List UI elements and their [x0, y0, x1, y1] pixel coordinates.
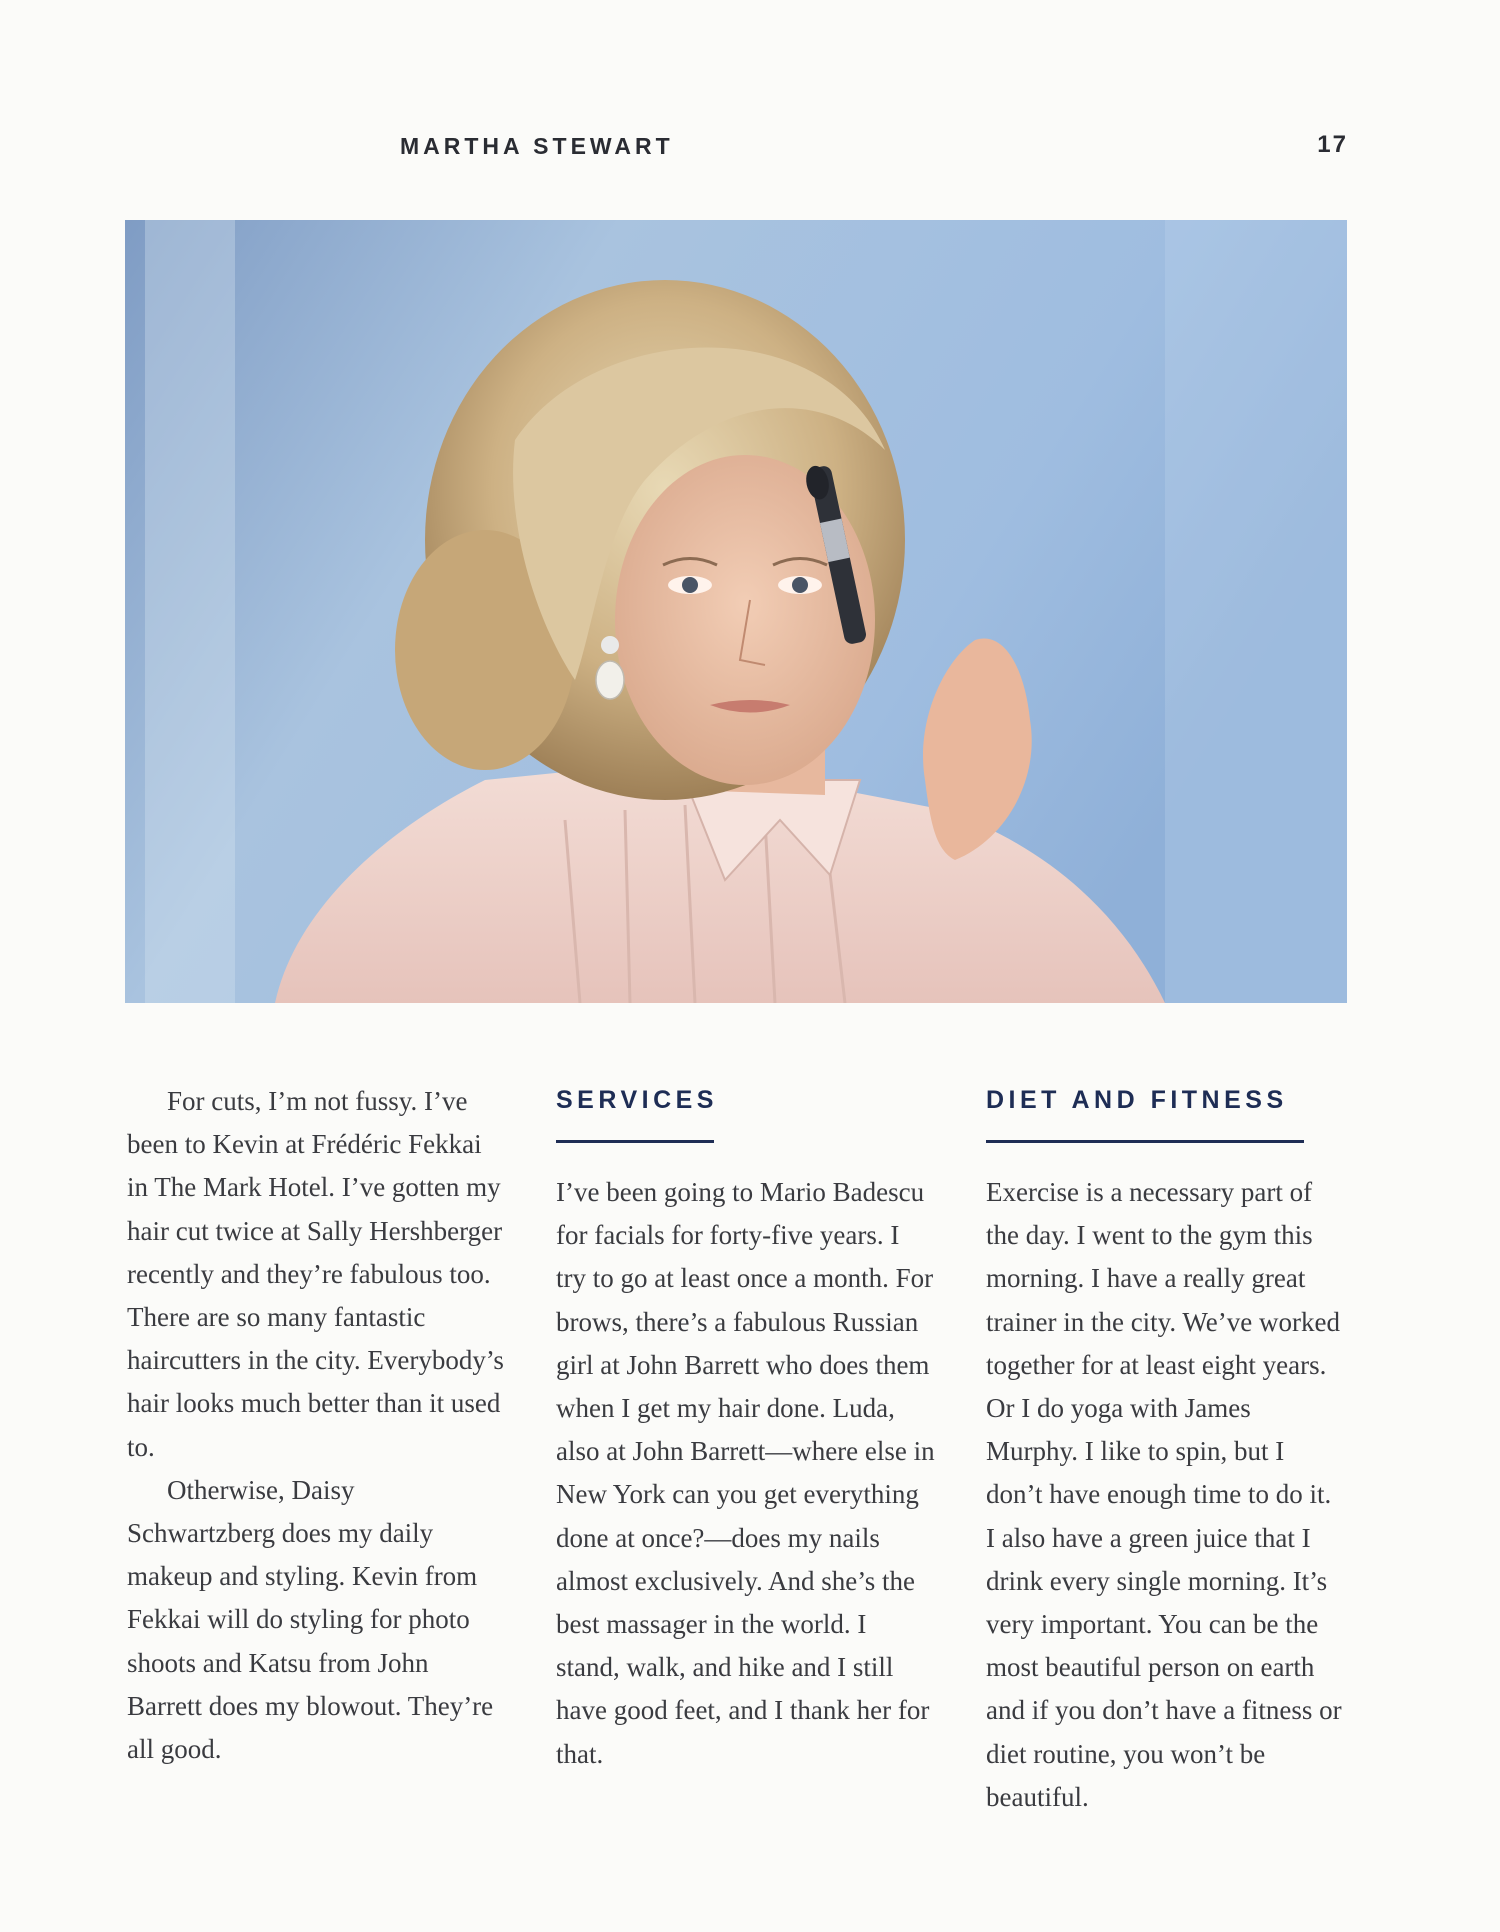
services-heading: SERVICES: [556, 1086, 718, 1114]
running-head: MARTHA STEWART: [400, 133, 674, 159]
diet-fitness-heading: DIET AND FITNESS: [986, 1086, 1288, 1114]
column-intro: [127, 1080, 507, 1771]
column-diet-fitness: [986, 1080, 1346, 1819]
page-number: 17: [1317, 131, 1348, 158]
diet-fitness-paragraph: Exercise is a necessary part of the day. I went to the gym this morning. I have a really great trainer in the city. We’ve worked together for at least eight years. Or I do yoga with James Murphy. I like to spin, but I don’t have enough time to do it. I also have a green juice that I drink every single morning. It’s very important. You can be the most beautiful person on earth and if you don’t have a fitness or diet routine, you won’t be beautiful.: [986, 1177, 1342, 1812]
portrait-photo-icon: [125, 220, 1347, 1003]
services-heading-rule: [556, 1140, 714, 1143]
column-services: [556, 1080, 936, 1776]
services-paragraph: I’ve been going to Mario Badescu for facials for forty-five years. I try to go at least once a month. For brows, there’s a fabulous Russian girl at John Barrett who does them when I get my hair done. Luda, also at John Barrett—where else in New York can you get everything done at once?—does my nails almost exclusively. And she’s the best massager in the world. I stand, walk, and hike and I still have good feet, and I thank her for that.: [556, 1177, 935, 1769]
diet-fitness-heading-rule: [986, 1140, 1304, 1143]
portrait-photo: [125, 220, 1347, 1003]
intro-paragraph-2: Otherwise, Daisy Schwartzberg does my daily makeup and styling. Kevin from Fekkai will do styling for photo shoots and Katsu from John Barrett does my blowout. They’re all good.: [127, 1474, 494, 1765]
intro-paragraph-1: For cuts, I’m not fussy. I’ve been to Kevin at Frédéric Fekkai in The Mark Hotel. I’ve gotten my hair cut twice at Sally Hershberger recently and they’re fabulous too. There are so many fantastic haircutters in the city. Everybody’s hair looks much better than it used to.: [127, 1086, 504, 1462]
